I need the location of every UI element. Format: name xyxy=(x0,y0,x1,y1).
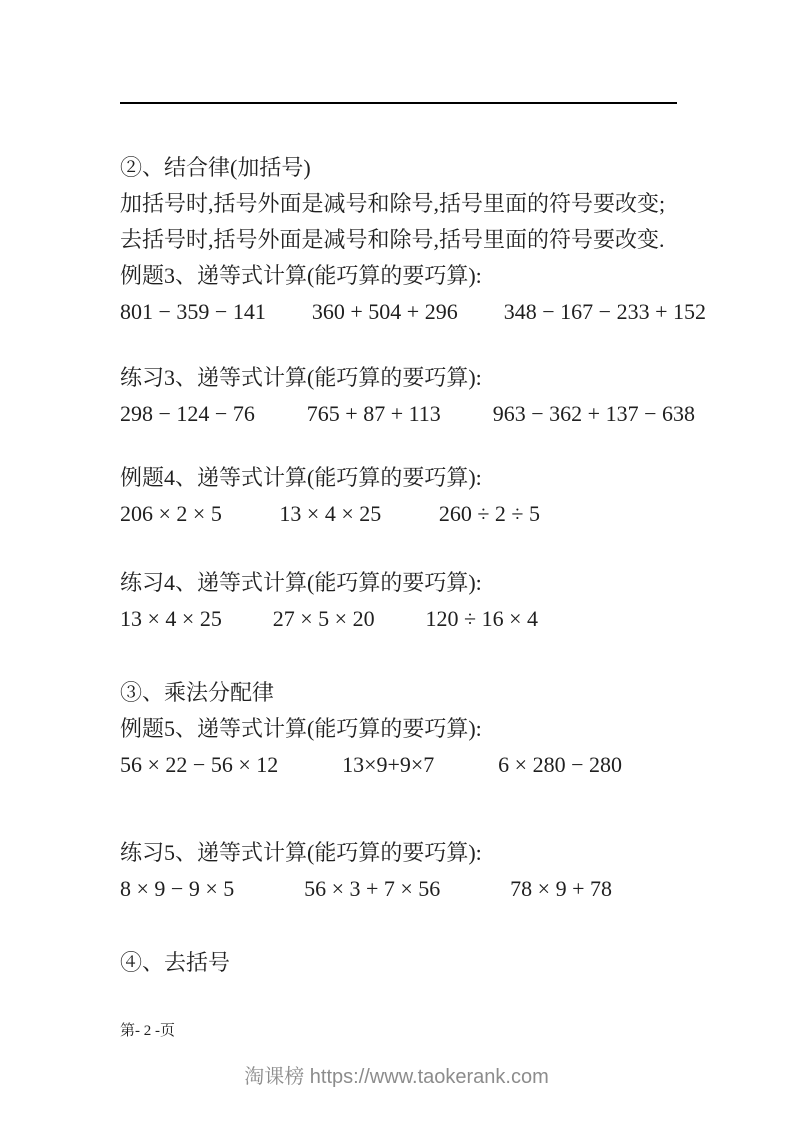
math-expression: 13 × 4 × 25 xyxy=(279,501,382,526)
practice4-label: 练习4、递等式计算(能巧算的要巧算): xyxy=(120,570,482,595)
math-expression: 56 × 3 + 7 × 56 xyxy=(304,876,441,901)
practice3-label: 练习3、递等式计算(能巧算的要巧算): xyxy=(120,365,482,390)
math-expression: 120 ÷ 16 × 4 xyxy=(425,606,538,631)
note-remove-parentheses: 去括号时,括号外面是减号和除号,括号里面的符号要改变. xyxy=(120,227,665,252)
watermark-text: 淘课榜 https://www.taokerank.com xyxy=(244,1066,549,1088)
example5-expressions xyxy=(120,747,622,783)
worksheet-content xyxy=(120,150,720,981)
math-expression: 963 − 362 + 137 − 638 xyxy=(492,401,695,426)
section-heading-remove-parentheses: ④、去括号 xyxy=(120,950,231,975)
example3-expressions xyxy=(120,294,706,330)
math-expression: 206 × 2 × 5 xyxy=(120,501,222,526)
note-add-parentheses: 加括号时,括号外面是减号和除号,括号里面的符号要改变; xyxy=(120,191,666,216)
section-heading-associative-law: ②、结合律(加括号) xyxy=(120,155,311,180)
math-expression: 801 − 359 − 141 xyxy=(120,299,266,324)
math-expression: 13×9+9×7 xyxy=(342,752,435,777)
math-expression: 27 × 5 × 20 xyxy=(272,606,375,631)
math-expression: 348 − 167 − 233 + 152 xyxy=(503,299,706,324)
section-heading-distributive-law: ③、乘法分配律 xyxy=(120,680,275,705)
example5-label: 例题5、递等式计算(能巧算的要巧算): xyxy=(120,716,482,741)
math-expression: 56 × 22 − 56 × 12 xyxy=(120,752,279,777)
practice3-expressions xyxy=(120,396,695,432)
math-expression: 298 − 124 − 76 xyxy=(120,401,255,426)
practice5-label: 练习5、递等式计算(能巧算的要巧算): xyxy=(120,840,482,865)
practice4-expressions xyxy=(120,601,538,637)
math-expression: 6 × 280 − 280 xyxy=(498,752,622,777)
header-rule xyxy=(120,102,677,104)
math-expression: 13 × 4 × 25 xyxy=(120,606,222,631)
math-expression: 360 + 504 + 296 xyxy=(311,299,458,324)
practice5-expressions xyxy=(120,871,612,907)
math-expression: 78 × 9 + 78 xyxy=(510,876,612,901)
math-expression: 8 × 9 − 9 × 5 xyxy=(120,876,235,901)
example4-expressions xyxy=(120,496,540,532)
example3-label: 例题3、递等式计算(能巧算的要巧算): xyxy=(120,263,482,288)
page-number: 第- 2 -页 xyxy=(120,1023,175,1039)
math-expression: 260 ÷ 2 ÷ 5 xyxy=(438,501,540,526)
math-expression: 765 + 87 + 113 xyxy=(306,401,441,426)
example4-label: 例题4、递等式计算(能巧算的要巧算): xyxy=(120,465,482,490)
